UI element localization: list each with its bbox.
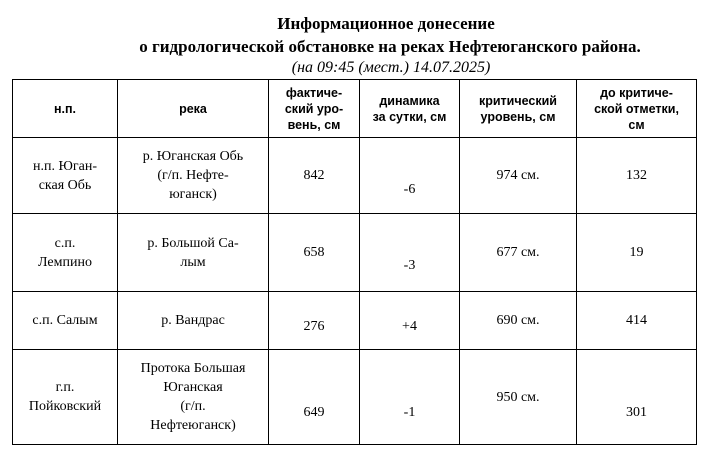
column-header-critical-level: критический уровень, см xyxy=(460,80,577,138)
report-date: (на 09:45 (мест.) 14.07.2025) xyxy=(291,59,491,76)
critical-level-cell: 974 см. xyxy=(460,138,577,214)
to-critical-cell: 414 xyxy=(577,292,697,350)
river-cell: Протока Большая Юганская (г/п. Нефтеюганск) xyxy=(118,350,269,445)
table-row xyxy=(13,292,697,350)
critical-level-cell: 950 см. xyxy=(460,350,577,445)
settlement-cell: н.п. Юган- ская Обь xyxy=(13,138,118,214)
settlement-cell: с.п. Лемпино xyxy=(13,214,118,292)
column-header-to-critical: до критиче- ской отметки, см xyxy=(577,80,697,138)
hydro-report-table xyxy=(12,79,697,445)
daily-change-cell: -3 xyxy=(360,214,460,292)
actual-level-cell: 842 xyxy=(269,138,360,214)
table-header-row xyxy=(13,80,697,138)
daily-change-cell: -1 xyxy=(360,350,460,445)
to-critical-cell: 132 xyxy=(577,138,697,214)
settlement-cell: с.п. Салым xyxy=(13,292,118,350)
actual-level-cell: 276 xyxy=(269,292,360,350)
actual-level-cell: 658 xyxy=(269,214,360,292)
daily-change-cell: +4 xyxy=(360,292,460,350)
critical-level-cell: 677 см. xyxy=(460,214,577,292)
river-cell: р. Большой Са- лым xyxy=(118,214,269,292)
river-cell: р. Вандрас xyxy=(118,292,269,350)
report-title-line2: о гидрологической обстановке на реках Нефтеюганского района. xyxy=(139,37,641,56)
column-header-river: река xyxy=(118,80,269,138)
actual-level-cell: 649 xyxy=(269,350,360,445)
table-row xyxy=(13,214,697,292)
to-critical-cell: 301 xyxy=(577,350,697,445)
critical-level-cell: 690 см. xyxy=(460,292,577,350)
river-cell: р. Юганская Обь (г/п. Нефте- юганск) xyxy=(118,138,269,214)
report-title-line1: Информационное донесение xyxy=(277,14,495,33)
column-header-settlement: н.п. xyxy=(13,80,118,138)
settlement-cell: г.п. Пойковский xyxy=(13,350,118,445)
table-row xyxy=(13,350,697,445)
column-header-daily-change: динамика за сутки, см xyxy=(360,80,460,138)
daily-change-cell: -6 xyxy=(360,138,460,214)
table-row xyxy=(13,138,697,214)
to-critical-cell: 19 xyxy=(577,214,697,292)
column-header-actual-level: фактиче- ский уро- вень, см xyxy=(269,80,360,138)
